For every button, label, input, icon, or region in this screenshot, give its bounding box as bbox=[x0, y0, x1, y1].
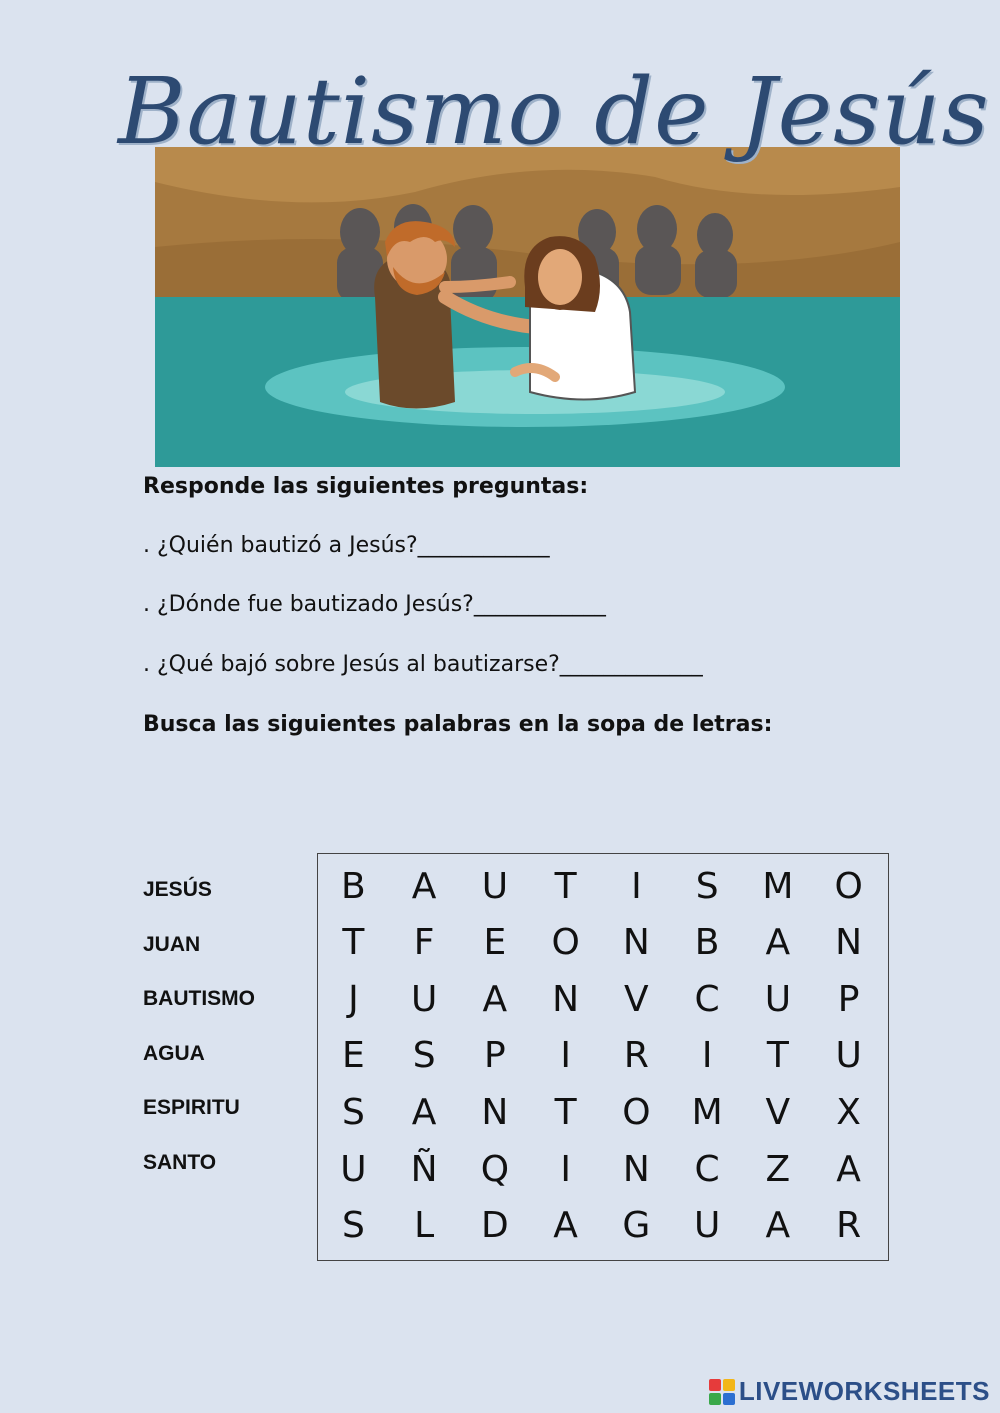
grid-cell[interactable]: E bbox=[342, 1035, 365, 1077]
grid-cell[interactable]: U bbox=[410, 978, 438, 1020]
grid-cell[interactable]: T bbox=[554, 1092, 577, 1134]
liveworksheets-logo-icon bbox=[709, 1379, 735, 1405]
baptism-scene-image bbox=[155, 147, 900, 467]
grid-cell[interactable]: E bbox=[483, 922, 507, 964]
worksheet-title: Bautismo de Jesús bbox=[118, 58, 990, 165]
grid-cell[interactable]: C bbox=[694, 1148, 720, 1190]
grid-cell[interactable]: N bbox=[552, 978, 580, 1020]
word-list-item: JESÚS bbox=[143, 878, 212, 901]
grid-cell[interactable]: R bbox=[836, 1205, 862, 1247]
grid-cell[interactable]: I bbox=[701, 1035, 713, 1077]
grid-cell[interactable]: T bbox=[554, 865, 577, 907]
baptism-illustration bbox=[155, 147, 900, 467]
grid-cell[interactable]: Ñ bbox=[410, 1148, 438, 1190]
grid-cell[interactable]: V bbox=[624, 978, 649, 1020]
grid-cell[interactable]: F bbox=[413, 922, 435, 964]
grid-cell[interactable]: B bbox=[341, 865, 366, 907]
grid-cell[interactable]: T bbox=[766, 1035, 789, 1077]
grid-cell[interactable]: I bbox=[560, 1148, 571, 1190]
grid-cell[interactable]: I bbox=[560, 1035, 571, 1077]
wordsearch-heading: Busca las siguientes palabras en la sopa de letras: bbox=[143, 712, 773, 737]
grid-cell[interactable]: U bbox=[693, 1205, 721, 1247]
grid-cell[interactable]: C bbox=[694, 978, 720, 1020]
grid-cell[interactable]: O bbox=[622, 1092, 651, 1134]
question-1[interactable]: . ¿Quién bautizó a Jesús?____________ bbox=[143, 533, 550, 558]
word-list-item: BAUTISMO bbox=[143, 987, 255, 1011]
question-2[interactable]: . ¿Dónde fue bautizado Jesús?____________ bbox=[143, 592, 606, 617]
grid-cell[interactable]: M bbox=[762, 865, 794, 907]
word-search-grid[interactable] bbox=[317, 853, 889, 1261]
grid-cell[interactable]: A bbox=[836, 1148, 861, 1190]
grid-cell[interactable]: A bbox=[482, 978, 508, 1020]
grid-cell[interactable]: A bbox=[765, 1205, 791, 1247]
grid-cell[interactable]: O bbox=[834, 865, 863, 907]
grid-cell[interactable]: P bbox=[837, 978, 860, 1020]
grid-cell[interactable]: A bbox=[411, 1092, 437, 1134]
grid-cell[interactable]: O bbox=[551, 922, 580, 964]
grid-cell[interactable]: U bbox=[481, 865, 509, 907]
grid-cell[interactable]: X bbox=[836, 1092, 861, 1134]
word-list bbox=[143, 876, 255, 1204]
grid-cell[interactable]: R bbox=[623, 1035, 649, 1077]
word-list-item: SANTO bbox=[143, 1150, 217, 1174]
grid-cell[interactable]: I bbox=[631, 865, 642, 907]
grid-cell[interactable]: S bbox=[695, 865, 719, 907]
brand-name: LIVEWORKSHEETS bbox=[738, 1376, 990, 1406]
questions-heading: Responde las siguientes preguntas: bbox=[143, 474, 589, 499]
grid-cell[interactable]: A bbox=[765, 922, 791, 964]
grid-cell[interactable]: P bbox=[484, 1035, 506, 1077]
grid-cell[interactable]: U bbox=[764, 978, 792, 1020]
grid-cell[interactable]: A bbox=[411, 865, 437, 907]
word-list-item: AGUA bbox=[143, 1041, 205, 1065]
grid-cell[interactable]: N bbox=[622, 922, 650, 964]
grid-cell[interactable]: S bbox=[341, 1205, 365, 1247]
word-list-item: JUAN bbox=[143, 932, 201, 956]
grid-cell[interactable]: Q bbox=[480, 1148, 510, 1190]
grid-cell[interactable]: S bbox=[412, 1035, 436, 1077]
grid-cell[interactable]: B bbox=[694, 922, 720, 964]
grid-cell[interactable]: U bbox=[835, 1035, 862, 1077]
grid-cell[interactable]: D bbox=[481, 1205, 509, 1247]
grid-cell[interactable]: A bbox=[553, 1205, 578, 1247]
grid-cell[interactable]: G bbox=[622, 1205, 651, 1247]
grid-cell[interactable]: N bbox=[835, 922, 863, 964]
word-list-item: ESPIRITU bbox=[143, 1096, 240, 1120]
grid-cell[interactable]: Z bbox=[765, 1148, 791, 1190]
liveworksheets-logo bbox=[709, 1376, 990, 1407]
grid-cell[interactable]: L bbox=[414, 1205, 435, 1247]
question-3[interactable]: . ¿Qué bajó sobre Jesús al bautizarse?_____________ bbox=[143, 652, 703, 677]
grid-cell[interactable]: N bbox=[481, 1092, 509, 1134]
grid-cell[interactable]: N bbox=[622, 1148, 650, 1190]
grid-cell[interactable]: S bbox=[341, 1092, 365, 1134]
grid-cell[interactable]: M bbox=[691, 1092, 723, 1134]
grid-cell[interactable]: J bbox=[348, 978, 359, 1020]
grid-cell[interactable]: U bbox=[340, 1148, 367, 1190]
grid-cell[interactable]: V bbox=[765, 1092, 791, 1134]
grid-cell[interactable]: T bbox=[342, 922, 365, 964]
